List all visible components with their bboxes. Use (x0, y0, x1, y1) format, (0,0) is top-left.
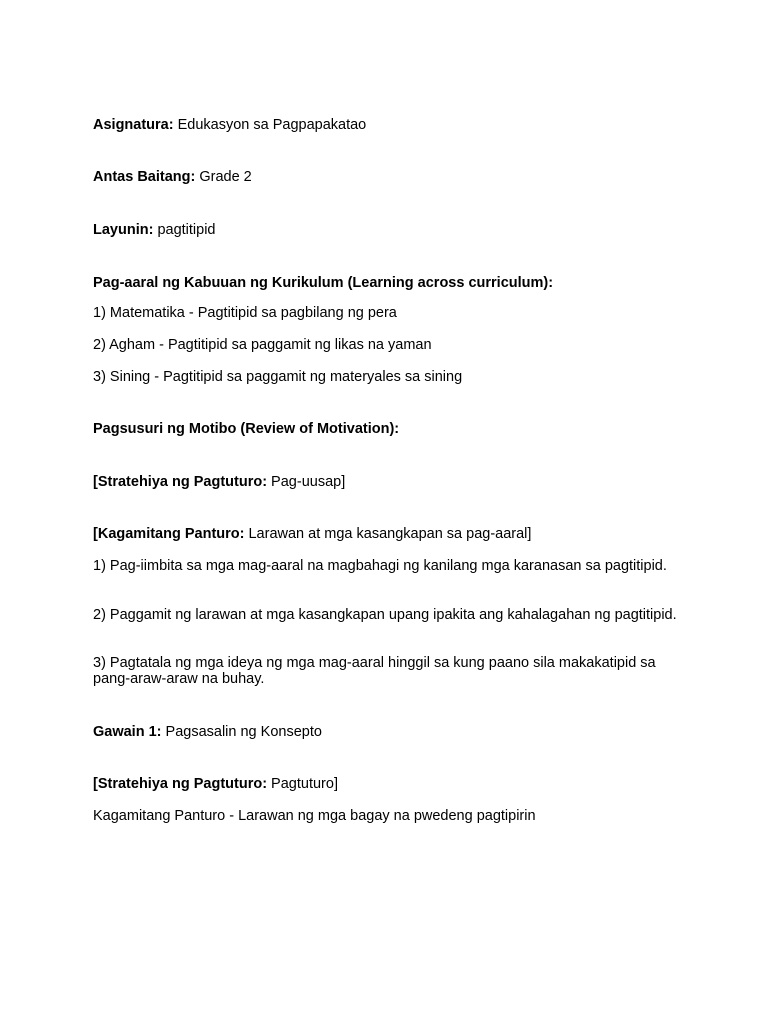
strategy-value: Pag-uusap] (267, 474, 346, 490)
curriculum-item: 1) Matematika - Pagtitipid sa pagbilang ng pera (93, 305, 397, 321)
motivation-materials-line (93, 526, 683, 542)
strategy-value: Pagtuturo] (267, 776, 338, 792)
motivation-heading: Pagsusuri ng Motibo (Review of Motivation): (93, 421, 400, 437)
activity1-strategy-line (93, 776, 683, 792)
subject-line (93, 117, 683, 133)
activity1-value: Pagsasalin ng Konsepto (161, 724, 322, 740)
strategy-label: Stratehiya ng Pagtuturo: (97, 776, 268, 792)
grade-label: Antas Baitang: (93, 169, 196, 185)
subject-value: Edukasyon sa Pagpapakatao (173, 117, 367, 133)
strategy-label: Stratehiya ng Pagtuturo: (97, 474, 268, 490)
motivation-item: 3) Pagtatala ng mga ideya ng mga mag-aaral hinggil sa kung paano sila makakatipid sa pang-araw-araw na buhay. (93, 655, 656, 687)
activity1-materials-line: Kagamitang Panturo - Larawan ng mga bagay na pwedeng pagtipirin (93, 808, 536, 824)
objective-value: pagtitipid (153, 222, 216, 238)
motivation-item: 1) Pag-iimbita sa mga mag-aaral na magbahagi ng kanilang mga karanasan sa pagtitipid. (93, 558, 667, 574)
grade-line (93, 169, 683, 185)
subject-label: Asignatura: (93, 117, 174, 133)
materials-bracket: [ (93, 526, 98, 542)
curriculum-item: 3) Sining - Pagtitipid sa paggamit ng materyales sa sining (93, 369, 463, 385)
grade-value: Grade 2 (195, 169, 252, 185)
curriculum-heading: Pag-aaral ng Kabuuan ng Kurikulum (Learning across curriculum): (93, 275, 554, 291)
objective-line (93, 222, 683, 238)
activity1-label: Gawain 1: (93, 724, 162, 740)
curriculum-item: 2) Agham - Pagtitipid sa paggamit ng likas na yaman (93, 337, 432, 353)
materials-value: Larawan at mga kasangkapan sa pag-aaral] (244, 526, 532, 542)
strategy-bracket: [ (93, 776, 98, 792)
motivation-item: 2) Paggamit ng larawan at mga kasangkapan upang ipakita ang kahalagahan ng pagtitipid. (93, 607, 677, 623)
objective-label: Layunin: (93, 222, 154, 238)
activity1-line (93, 724, 683, 740)
motivation-strategy-line (93, 474, 683, 490)
materials-label: Kagamitang Panturo: (97, 526, 245, 542)
strategy-bracket: [ (93, 474, 98, 490)
